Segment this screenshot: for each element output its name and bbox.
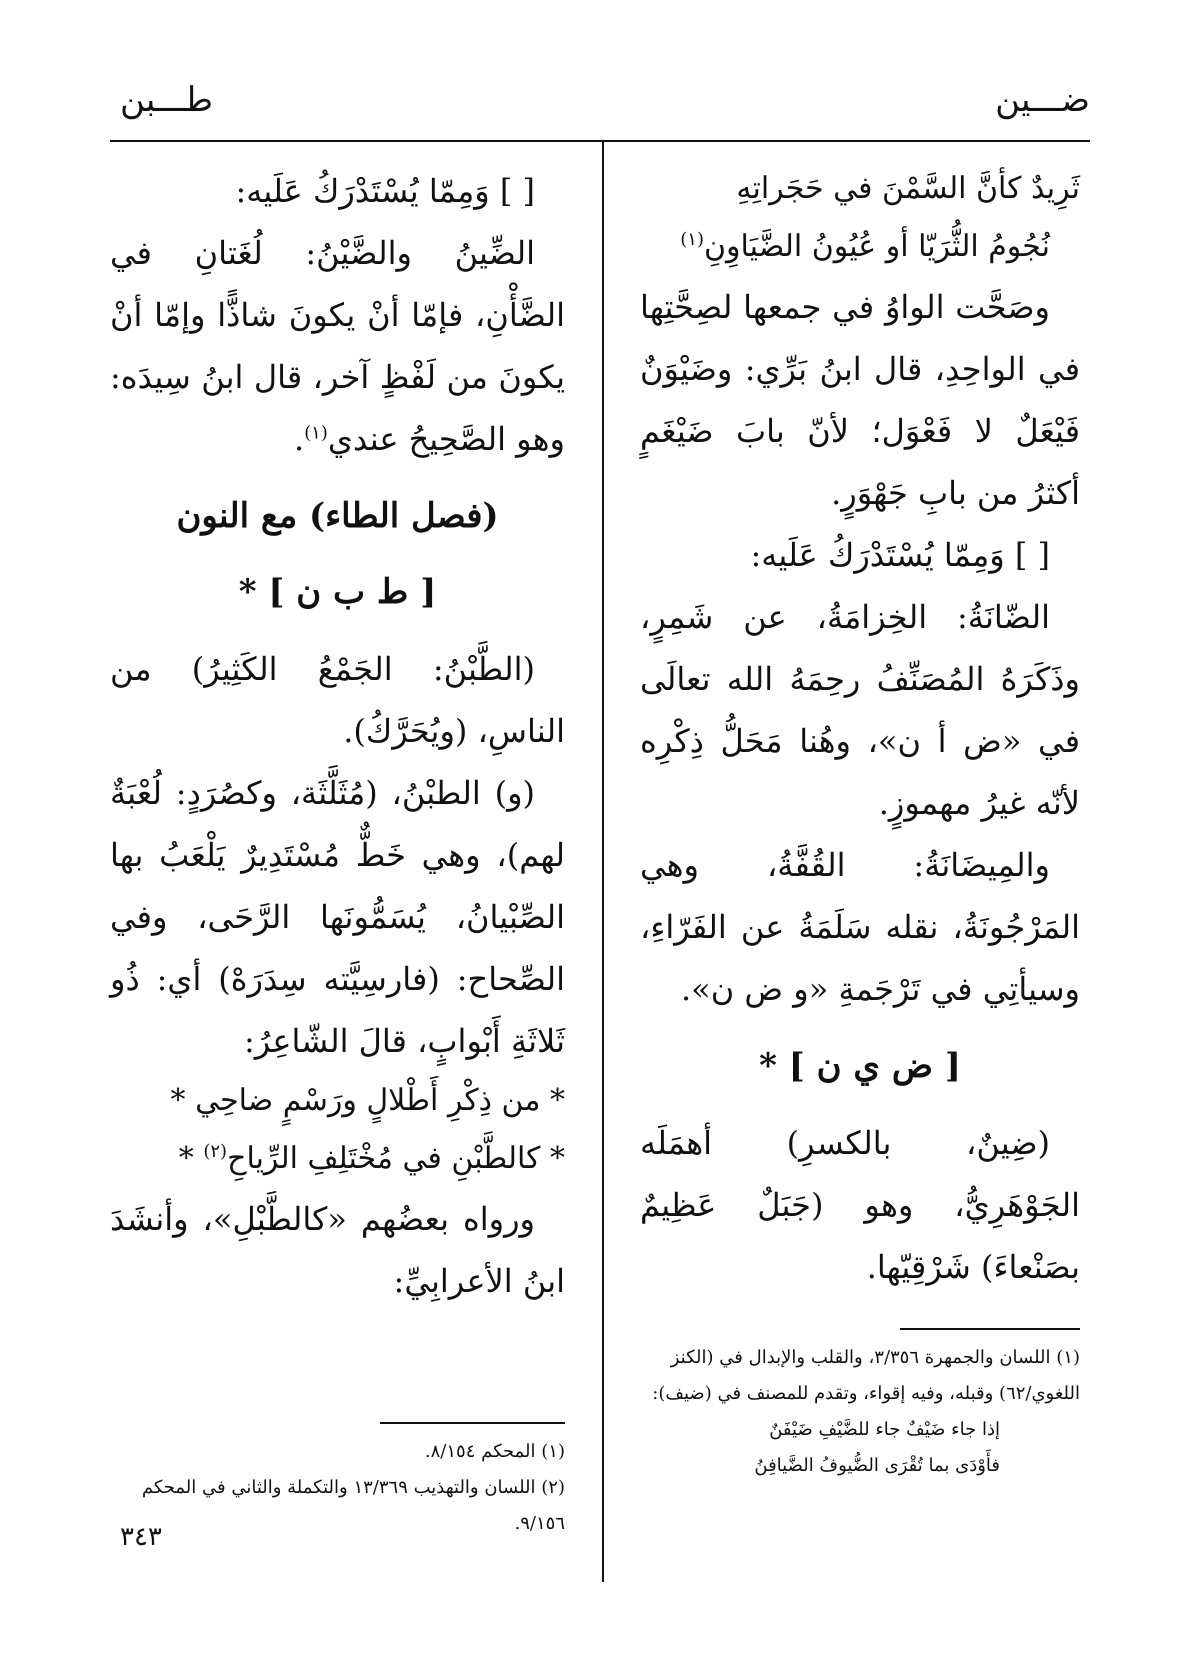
page-number: ٣٤٣ <box>120 1522 162 1552</box>
footnote-2-left: (٢) اللسان والتهذيب ١٣/٣٦٩ والتكملة والثاني في المحكم ٩/١٥٦. <box>141 1477 565 1534</box>
verse-line-4 <box>110 1130 565 1188</box>
paragraph-tabn: (الطَّبْنُ: الجَمْعُ الكَثِيرُ) من الناسِ، (ويُحَرَّكُ). <box>110 650 565 750</box>
paragraph-dayn: الضِّينُ والضَّيْنُ: لُغَتانِ في الضَّأْنِ، فإمّا أنْ يكونَ شاذًّا وإمّا أنْ يكونَ من لَفْظٍ آخر، قال ابنُ سِيدَه: وهو الصَّحِيحُ عندي$^{(١)}$. <box>110 234 565 458</box>
verse-line-3: * من ذِكْرِ أَطْلالٍ ورَسْمٍ ضاحِي * <box>170 1083 565 1118</box>
paragraph-riwaya: ورواه بعضُهم «كالطَّبْلِ»، وأنشَدَ ابنُ الأعرابِيِّ: <box>110 1200 565 1300</box>
entry-heading-tbn: [ ط ب ن ] * <box>238 572 437 612</box>
paragraph-dyn: (ضِينٌ، بالكسرِ) أهمَلَه الجَوْهَرِيُّ، وهو (جَبَلٌ عَظِيمٌ بصَنْعاءَ) شَرْقِيّها. <box>640 1124 1080 1286</box>
header-rule <box>110 140 1090 142</box>
footnotes-left <box>110 1434 565 1542</box>
footnote-verse-1: إذا جاء ضَيْفٌ جاء للضَّيْفِ ضَيْفَنٌ <box>769 1419 1000 1440</box>
footnotes-right <box>640 1340 1080 1484</box>
paragraph-tabn-2: (و) الطبْنُ، (مُثَلَّثَة، وكصُرَدٍ: لُعْبَةٌ لهم)، وهي خَطٌّ مُسْتَدِيرٌ يَلْعَبُ بها الصِّبْيانُ، يُسَمُّونَها الرَّحَى، وفي الصِّحاح: (فارسِيَّته سِدَرَهْ) أي: ذُو ثَلاثَةِ أَبْوابٍ، قالَ الشّاعِرُ: <box>110 774 565 1060</box>
column-divider <box>602 142 604 1582</box>
footnote-ref: (١) <box>304 422 328 444</box>
verse-line-1: ثَرِيدٌ كأنَّ السَّمْنَ في حَجَراتِهِ <box>736 171 1080 206</box>
verse-line-2 <box>640 218 1080 276</box>
addendum-heading: [ ] وَمِمّا يُسْتَدْرَكُ عَلَيه: <box>750 536 1050 574</box>
entry-heading-dyn: [ ض ي ن ] * <box>759 1046 961 1086</box>
paragraph-dana: الضّانَةُ: الخِزامَةُ، عن شَمِرٍ، وذَكَرَهُ المُصَنِّفُ رحِمَهُ الله تعالَى في «ض أ ن»، وهُنا مَحَلُّ ذِكْرِه لأنّه غيرُ مهموزٍ. <box>640 598 1080 822</box>
footnote-rule-left <box>380 1422 565 1424</box>
addendum-heading-left: [ ] وَمِمّا يُسْتَدْرَكُ عَلَيه: <box>235 172 535 210</box>
verse-line-4-end: * <box>178 1141 204 1176</box>
footnote-ref: (٢) <box>203 1141 228 1162</box>
verse-line-4-text: * كالطَّبْنِ في مُخْتَلِفِ الرِّياحِ <box>227 1141 565 1176</box>
verse-line-2-text: نُجُومُ الثُّرَيّا أو عُيُونُ الضَّيَاوِنِ <box>703 229 1050 264</box>
page-header <box>110 70 1090 130</box>
footnote-1-right: (١) اللسان والجمهرة ٣/٣٥٦، والقلب والإبدال في (الكنز اللغوي/٦٢) وقبله، وفيه إقواء، وتقدم للمصنف في (ضيف): <box>652 1347 1080 1404</box>
footnote-verse-2: فأَوْدَى بما تُقْرَى الضُّيوفُ الضَّيافِنُ <box>754 1455 1000 1476</box>
paragraph-sahhat: وصَحَّت الواوُ في جمعها لصِحَّتِها في الواحِدِ، قال ابنُ بَرِّي: وضَيْوَنٌ فَيْعَلٌ لا فَعْوَل؛ لأنّ بابَ ضَيْغَمٍ أكثرُ من بابِ جَهْوَرٍ. <box>640 288 1080 512</box>
running-head-left: طـــبن <box>120 80 214 120</box>
left-column <box>110 160 565 1312</box>
paragraph-midana: والمِيضَانَةُ: القُفَّةُ، وهي المَرْجُونَةُ، نقله سَلَمَةُ عن الفَرّاءِ، وسيأتِي في تَرْجَمةِ «و ض ن». <box>640 846 1080 1008</box>
footnote-rule-right <box>900 1328 1080 1330</box>
running-head-right: ضـــين <box>995 80 1090 120</box>
paragraph-dayn-text: الضِّينُ والضَّيْنُ: لُغَتانِ في الضَّأْنِ، فإمّا أنْ يكونَ شاذًّا وإمّا أنْ يكونَ من لَفْظٍ آخر، قال ابنُ سِيدَه: وهو الصَّحِيحُ عندي <box>110 234 565 458</box>
footnote-1-left: (١) المحكم ٨/١٥٤. <box>424 1441 565 1462</box>
footnote-ref: (١) <box>680 229 704 250</box>
right-column <box>640 160 1080 1298</box>
section-heading: (فصل الطاء) مع النون <box>176 496 499 536</box>
